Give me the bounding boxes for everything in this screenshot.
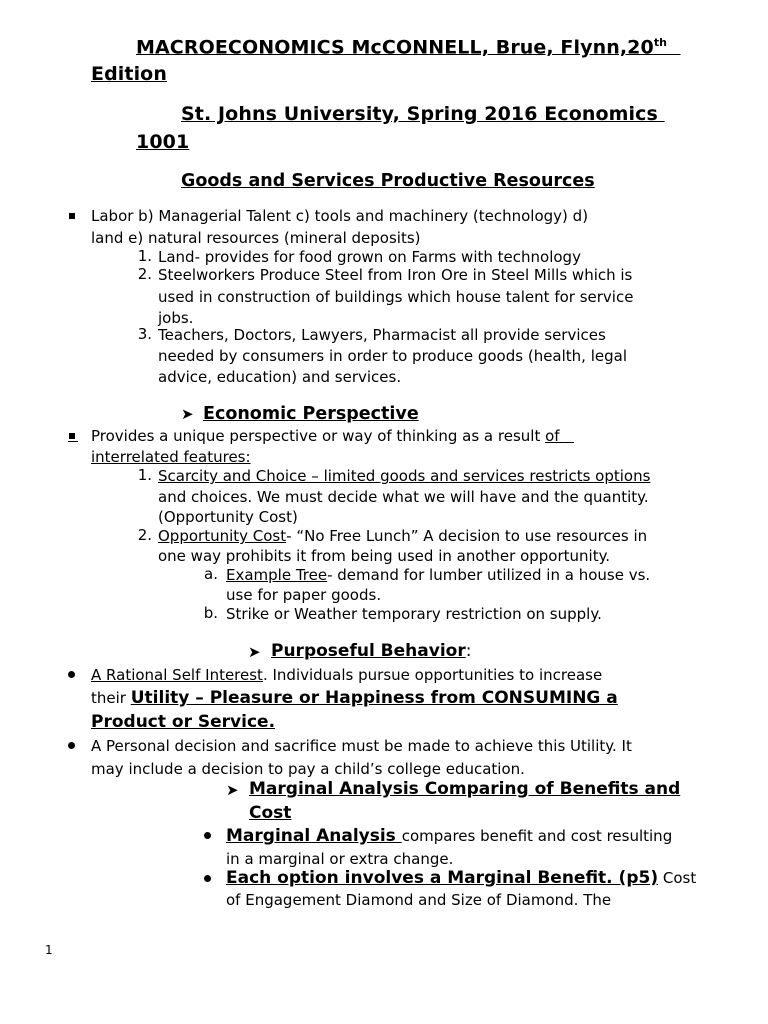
section-heading-productive-resources: Goods and Services Productive Resources — [181, 171, 595, 191]
section-heading-economic-perspective: Economic Perspective — [203, 404, 419, 424]
title-course-number: 1001 — [136, 131, 190, 153]
list-item-text: Teachers, Doctors, Lawyers, Pharmacist all provide services — [158, 326, 606, 344]
marginal-benefit-line-2: of Engagement Diamond and Size of Diamond. The — [226, 891, 612, 909]
round-bullet-icon — [204, 832, 211, 839]
marginal-benefit-line-1: Each option involves a Marginal Benefit. (p5) Cost — [226, 868, 697, 888]
page-number: 1 — [45, 943, 53, 957]
personal-decision-line-1: A Personal decision and sacrifice must be made to achieve this Utility. It — [91, 737, 632, 755]
list-number: 3. — [137, 325, 152, 343]
example-tree-line-1: Example Tree- demand for lumber utilized in a house vs. — [226, 566, 651, 584]
personal-decision-line-2: may include a decision to pay a child’s college education. — [91, 760, 525, 778]
list-number: 2. — [137, 526, 152, 544]
list-item-text: advice, education) and services. — [158, 368, 402, 386]
list-number: 1. — [137, 466, 152, 484]
arrow-bullet-icon: ➤ — [248, 643, 261, 661]
list-number: 1. — [137, 247, 152, 265]
rational-self-interest-line-1: A Rational Self Interest. Individuals pursue opportunities to increase — [91, 666, 603, 684]
scarcity-line-2: and choices. We must decide what we will have and the quantity. — [158, 488, 649, 506]
title-line-2: St. Johns University, Spring 2016 Economics — [181, 103, 658, 125]
list-item-text: jobs. — [158, 309, 194, 327]
list-item-text: needed by consumers in order to produce goods (health, legal — [158, 347, 627, 365]
section-heading-marginal-analysis: Marginal Analysis Comparing of Benefits and — [249, 779, 681, 799]
section-heading-marginal-analysis-cost: Cost — [249, 803, 292, 823]
marginal-analysis-line-2: in a marginal or extra change. — [226, 850, 454, 868]
list-item-text: Steelworkers Produce Steel from Iron Ore in Steel Mills which is — [158, 266, 633, 284]
rational-self-interest-line-2: their Utility – Pleasure or Happiness from CONSUMING a — [91, 688, 618, 708]
resource-list-line-1: Labor b) Managerial Talent c) tools and machinery (technology) d) — [91, 207, 589, 225]
round-bullet-icon — [68, 671, 75, 678]
square-bullet-icon — [69, 433, 75, 439]
scarcity-line-3: (Opportunity Cost) — [158, 508, 298, 526]
arrow-bullet-icon: ➤ — [181, 405, 194, 423]
list-item-text: used in construction of buildings which house talent for service — [158, 288, 634, 306]
title-line-1: MACROECONOMICS McCONNELL, Brue, Flynn,20th — [136, 36, 668, 59]
resource-list-line-2: land e) natural resources (mineral deposits) — [91, 229, 421, 247]
marginal-analysis-line-1: Marginal Analysis compares benefit and cost resulting — [226, 826, 673, 846]
perspective-line-1: Provides a unique perspective or way of thinking as a result of — [91, 427, 565, 445]
round-bullet-icon — [204, 875, 211, 882]
list-letter: a. — [204, 565, 218, 583]
section-heading-purposeful-behavior: Purposeful Behavior: — [271, 641, 472, 661]
square-bullet-icon — [69, 213, 75, 219]
opportunity-cost-line-1: Opportunity Cost- “No Free Lunch” A decision to use resources in — [158, 527, 648, 545]
title-edition: Edition — [91, 63, 167, 85]
example-tree-line-2: use for paper goods. — [226, 586, 382, 604]
list-item-text: Land- provides for food grown on Farms with technology — [158, 248, 581, 266]
rational-self-interest-line-3: Product or Service. — [91, 712, 276, 732]
list-number: 2. — [137, 265, 152, 283]
perspective-line-2: interrelated features: — [91, 448, 251, 466]
round-bullet-icon — [68, 742, 75, 749]
opportunity-cost-line-2: one way prohibits it from being used in another opportunity. — [158, 547, 611, 565]
arrow-bullet-icon: ➤ — [226, 781, 239, 799]
strike-weather-line: Strike or Weather temporary restriction on supply. — [226, 605, 602, 623]
scarcity-line-1: Scarcity and Choice – limited goods and services restricts options — [158, 467, 651, 485]
bullet-underline — [68, 441, 78, 442]
list-letter: b. — [203, 604, 218, 622]
